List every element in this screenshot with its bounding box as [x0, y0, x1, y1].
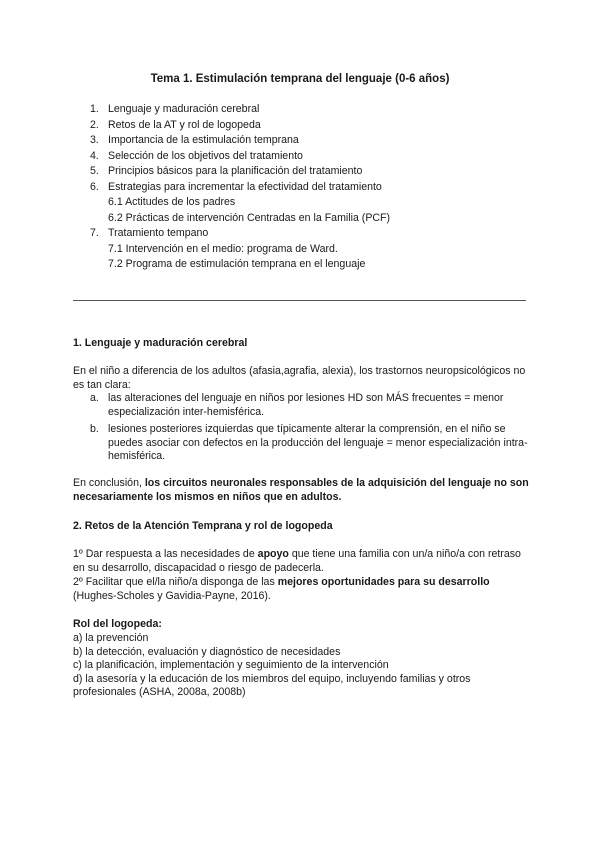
- document-title: Tema 1. Estimulación temprana del lenguaje (0-6 años): [150, 73, 450, 85]
- toc-item: 5. Principios básicos para la planificación del tratamiento: [90, 165, 363, 177]
- toc-item: 6. Estrategias para incrementar la efectividad del tratamiento: [90, 180, 382, 193]
- section-2-paragraph-2: 2º Facilitar que el/la niño/a disponga de las mejores oportunidades para su desarrollo (Hughes-Scholes y Gavidia-Payne, 2016).: [73, 576, 490, 602]
- toc-item: 3. Importancia de la estimulación temprana: [90, 134, 299, 146]
- toc-subitem: 7.2 Programa de estimulación temprana en el lenguaje: [108, 258, 366, 270]
- section-2-paragraph-1: 1º Dar respuesta a las necesidades de apoyo que tiene una familia con un/a niño/a con retraso en su desarrollo, discapacidad o riesgo de padecerla.: [73, 548, 521, 574]
- table-of-contents: [90, 102, 530, 273]
- rol-logopeda-list: [73, 632, 533, 700]
- toc-subitem: 6.1 Actitudes de los padres: [108, 196, 236, 208]
- section-1-conclusion: En conclusión, los circuitos neuronales responsables de la adquisición del lenguaje no son necesariamente los mismos en niños que en adultos.: [73, 477, 529, 503]
- list-item: b) la detección, evaluación y diagnóstico de necesidades: [73, 645, 341, 658]
- rol-logopeda-heading: Rol del logopeda:: [73, 618, 162, 630]
- toc-subitem: 6.2 Prácticas de intervención Centradas en la Familia (PCF): [108, 211, 391, 224]
- horizontal-divider: [73, 300, 526, 301]
- toc-subitem: 7.1 Intervención en el medio: programa de Ward.: [108, 242, 338, 255]
- section-1-heading: 1. Lenguaje y maduración cerebral: [73, 337, 248, 349]
- toc-item: 1. Lenguaje y maduración cerebral: [90, 103, 260, 115]
- toc-item: 7. Tratamiento tempano: [90, 227, 209, 239]
- list-item: a) la prevención: [73, 632, 149, 644]
- list-item: b. lesiones posteriores izquierdas que típicamente alterar la comprensión, en el niño se puedes asociar con defectos en la producción del lenguaje = menor especialización intra-hemisférica.: [90, 423, 528, 462]
- section-1-list: [90, 392, 530, 464]
- toc-item: 2. Retos de la AT y rol de logopeda: [90, 118, 261, 131]
- list-item: c) la planificación, implementación y seguimiento de la intervención: [73, 659, 389, 671]
- section-2-heading: 2. Retos de la Atención Temprana y rol de logopeda: [73, 520, 333, 532]
- toc-item: 4. Selección de los objetivos del tratamiento: [90, 149, 303, 162]
- list-item: d) la asesoría y la educación de los miembros del equipo, incluyendo familias y otros profesionales (ASHA, 2008a, 2008b): [73, 672, 471, 698]
- section-1-intro: En el niño a diferencia de los adultos (afasia,agrafia, alexia), los trastornos neuropsicológicos no es tan clara:: [73, 365, 526, 391]
- list-item: a. las alteraciones del lenguaje en niños por lesiones HD son MÁS frecuentes = menor especialización inter-hemisférica.: [90, 392, 504, 418]
